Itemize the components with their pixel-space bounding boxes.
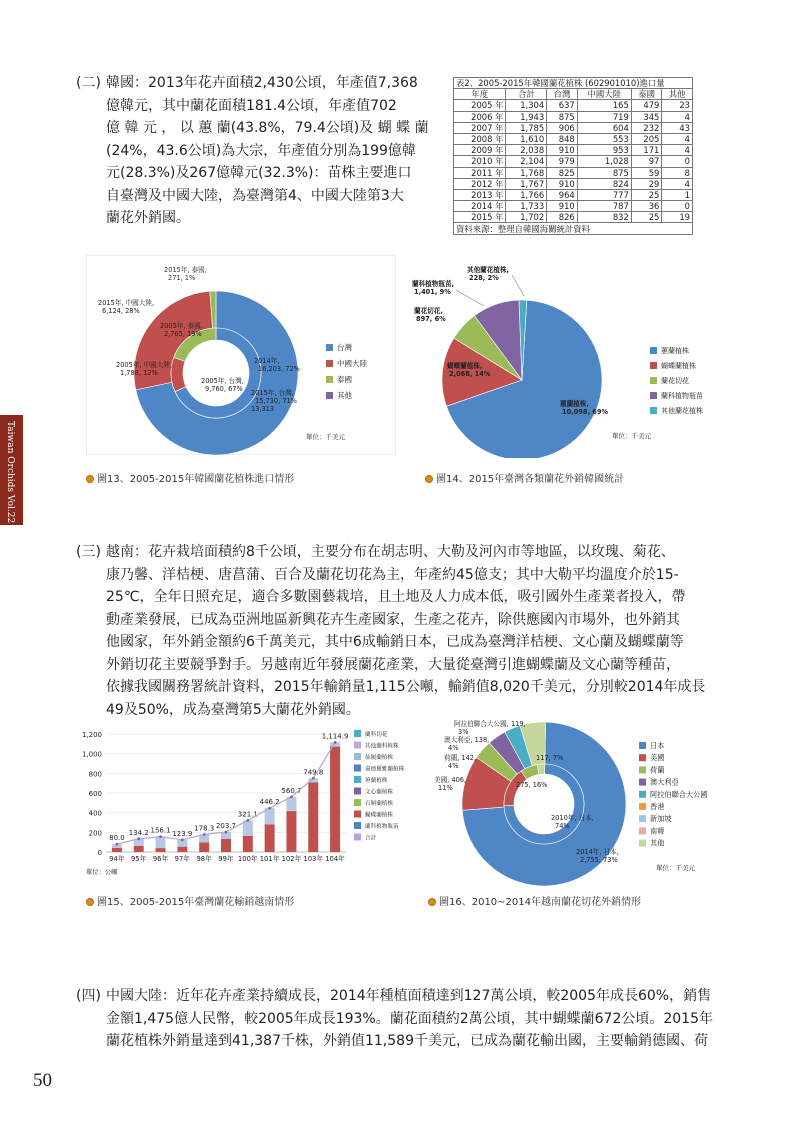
- legend-swatch: [639, 754, 646, 761]
- fig16-legend-label: 其他: [650, 838, 665, 848]
- fig14-chart: [412, 258, 712, 462]
- fig16-legend-label: 阿拉伯聯合大公國: [650, 789, 708, 799]
- paragraph-line: 元(28.3%)及267億韓元(32.3%)：苗株主要進口: [106, 165, 412, 181]
- fig15-bar-other: [156, 837, 166, 848]
- section-vietnam-body: [106, 541, 726, 721]
- fig13-data-label: 6,124, 28%: [102, 307, 140, 315]
- fig13-data-label: 2005年, 中國大陸,: [116, 361, 173, 369]
- caption-text: 圖15、2005-2015年臺灣蘭花輸銷越南情形: [97, 897, 295, 908]
- table-cell: 2014 年: [454, 201, 506, 212]
- fig13-data-label: 2,765, 19%: [164, 330, 202, 338]
- fig15-total-label: 80.0: [109, 834, 125, 843]
- table-cell: 1,943: [506, 111, 547, 122]
- fig15-total-point: [159, 835, 162, 838]
- legend-swatch: [639, 815, 646, 822]
- fig15-bar-phal: [156, 848, 166, 852]
- fig15-total-label: 203.7: [215, 821, 237, 830]
- table-cell: 875: [547, 111, 578, 122]
- fig15-ytick-label: 0: [97, 849, 102, 857]
- table-cell: 637: [547, 100, 578, 111]
- fig13-legend-label: 中國大陸: [337, 359, 367, 368]
- table-cell: 8: [662, 167, 693, 178]
- legend-swatch: [354, 776, 361, 783]
- legend-swatch: [326, 392, 333, 399]
- paragraph-line: 金額1,475億人民幣，較2005年成長193%。蘭花面積約2萬公頃，其中蝴蝶蘭672公頃。2015年: [106, 1010, 713, 1027]
- fig15-xtick-label: 104年: [325, 855, 345, 863]
- paragraph-line: (24%，43.6公頃)為大宗，年產值分別為199億韓: [106, 142, 416, 159]
- legend-swatch: [326, 344, 333, 351]
- fig14-data-label: 蝴蝶蘭植株,: [447, 362, 483, 370]
- table-cell: 25: [631, 212, 662, 223]
- fig15-xtick-label: 95年: [131, 855, 147, 863]
- fig15-svg: [66, 724, 406, 884]
- fig15-total-label: 156.1: [150, 826, 171, 835]
- table-row: [454, 156, 693, 167]
- table-cell: 777: [577, 189, 631, 200]
- table-cell: 205: [631, 133, 662, 144]
- legend-swatch: [639, 791, 646, 798]
- fig15-legend-label: 蘭科切花: [365, 732, 388, 738]
- fig16-chart: [426, 712, 716, 891]
- fig16-data-label: 4%: [448, 744, 459, 752]
- section-marker: (三): [76, 544, 101, 560]
- table-cell: 0: [662, 201, 693, 212]
- fig13-data-label: 2005年, 泰國,: [160, 322, 203, 330]
- fig16-data-label: 2014年, 日本,: [576, 848, 619, 856]
- table-cell: 979: [547, 156, 578, 167]
- paragraph-line: 依據我國關務署統計資料，2015年輸銷量1,115公噸，輸銷值8,020千美元，分別較2014年成長: [106, 679, 706, 695]
- fig14-svg: [412, 258, 712, 458]
- table-row: [454, 122, 693, 133]
- table-row: [454, 167, 693, 178]
- table-cell: 1,768: [506, 167, 547, 178]
- fig13-data-label: 15,730, 71%: [255, 397, 297, 405]
- table-cell: 2007 年: [454, 122, 506, 133]
- table-cell: 1,028: [577, 156, 631, 167]
- fig13-data-label: 2015年, 泰國,: [164, 266, 207, 274]
- legend-swatch: [354, 834, 361, 841]
- fig15-caption: [86, 893, 294, 908]
- fig13-caption: [86, 470, 294, 485]
- fig15-total-point: [225, 831, 228, 834]
- fig15-xtick-label: 102年: [281, 855, 302, 863]
- fig13-data-label: 2015年, 中國大陸,: [98, 299, 155, 307]
- legend-swatch: [650, 362, 657, 369]
- table-cell: 2010 年: [454, 156, 506, 167]
- legend-swatch: [354, 811, 361, 818]
- legend-swatch: [326, 360, 333, 367]
- fig15-xtick-label: 103年: [303, 855, 324, 863]
- fig13-data-label: 2014年,: [254, 357, 280, 365]
- table-cell: 2012 年: [454, 178, 506, 189]
- fig14-legend-label: 其他蘭花植株: [661, 407, 703, 415]
- section-marker: (四): [76, 988, 101, 1004]
- legend-swatch: [639, 827, 646, 834]
- table-header-cell: 年度: [454, 89, 506, 100]
- fig15-legend-label: 蕙蘭植株: [365, 778, 388, 784]
- table-cell: 165: [577, 100, 631, 111]
- legend-swatch: [639, 779, 646, 786]
- fig15-bar-phal: [286, 811, 296, 852]
- fig15-xtick-label: 97年: [174, 855, 191, 863]
- fig15-legend-label: 嘉德麗雅蘭植株: [365, 766, 405, 773]
- fig14-data-label: 蘭科植物瓶苗,: [412, 280, 455, 288]
- table-row: [454, 111, 693, 122]
- fig16-data-label: 117, 7%: [536, 754, 564, 762]
- fig14-legend-label: 蘭花切花: [661, 377, 689, 385]
- paragraph-line: 25℃，全年日照充足，適合多數園藝栽培，且土地及人力成本低，吸引國外生產業者投入，帶: [106, 589, 686, 605]
- fig14-caption: [425, 470, 624, 485]
- fig16-data-label: 阿拉伯聯合大公國, 119,: [454, 720, 526, 728]
- table-cell: 59: [631, 167, 662, 178]
- page-number: 50: [33, 1070, 52, 1091]
- table-body: [454, 100, 693, 223]
- paragraph-line: 中國大陸：近年花卉產業持續成長，2014年種植面積達到127萬公頃，較2005年成長60%，銷售: [106, 988, 712, 1004]
- legend-swatch: [354, 742, 361, 749]
- legend-swatch: [650, 407, 657, 414]
- legend-swatch: [639, 803, 646, 810]
- fig15-xtick-label: 98年: [196, 855, 212, 863]
- table-cell: 2009 年: [454, 145, 506, 156]
- fig16-unit: 單位：千美元: [656, 864, 695, 872]
- fig15-total-label: 749.8: [303, 768, 324, 777]
- paragraph-line: 億 韓 元 ， 以 蕙 蘭(43.8%，79.4公頃)及 蝴 蝶 蘭: [106, 120, 429, 136]
- caption-text: 圖13、2005-2015年韓國蘭花植株進口情形: [97, 474, 295, 485]
- fig15-total-point: [116, 843, 119, 846]
- legend-swatch: [354, 753, 361, 760]
- table-cell: 825: [547, 167, 578, 178]
- table-cell: 719: [577, 111, 631, 122]
- fig16-legend-label: 荷蘭: [650, 765, 665, 775]
- fig16-data-label: 3%: [458, 728, 469, 736]
- fig15-xtick-label: 96年: [152, 855, 169, 863]
- section-korea-body: [106, 72, 436, 230]
- fig15-legend-label: 文心蘭植株: [365, 789, 393, 796]
- section-china: [76, 985, 726, 1053]
- paragraph-line: 韓國：2013年花卉面積2,430公頃，年產值7,368: [106, 75, 418, 91]
- fig15-total-point: [290, 795, 293, 798]
- caption-text: 圖14、2015年臺灣各類蘭花外銷韓國統計: [436, 474, 625, 485]
- section-vietnam: [76, 541, 726, 721]
- fig16-data-label: 2010年, 日本,: [551, 814, 594, 822]
- fig13-data-label: 271, 1%: [168, 274, 196, 282]
- fig14-leader: [512, 275, 524, 296]
- table-cell: 2011 年: [454, 167, 506, 178]
- fig16-legend-label: 南韓: [650, 826, 665, 836]
- fig15-total-point: [268, 807, 271, 810]
- paragraph-line: 康乃馨、洋桔梗、唐菖蒲、百合及蘭花切花為主，年產約45億支；其中大勒平均溫度介於15-: [106, 566, 679, 583]
- fig15-bar-phal: [308, 782, 318, 852]
- fig15-ytick-label: 200: [88, 829, 102, 838]
- fig15-bar-phal: [265, 824, 275, 852]
- fig15-total-label: 1,114.9: [321, 732, 349, 741]
- fig16-inner-slice: [537, 764, 545, 774]
- fig15-ytick-label: 800: [88, 770, 102, 779]
- paragraph-line: 自臺灣及中國大陸，為臺灣第4、中國大陸第3大: [106, 187, 404, 204]
- table-cell: 43: [662, 122, 693, 133]
- table-cell: 553: [577, 133, 631, 144]
- fig15-bar-phal: [177, 847, 187, 852]
- fig15-bar-phal: [243, 836, 253, 852]
- fig14-data-label: 228, 2%: [469, 274, 499, 282]
- fig15-total-label: 560.7: [281, 786, 302, 795]
- table-cell: 906: [547, 122, 578, 133]
- fig16-data-label: 荷蘭, 142,: [444, 754, 477, 762]
- legend-swatch: [354, 788, 361, 795]
- table-cell: 1,766: [506, 189, 547, 200]
- paragraph-line: 動產業發展，已成為亞洲地區新興花卉生產國家，生產之花卉，除供應國內市場外，也外銷其: [106, 611, 680, 628]
- table-header-cell: 其他: [662, 89, 693, 100]
- korea-import-table: [453, 77, 693, 235]
- caption-bullet-icon: [425, 475, 433, 483]
- fig13-data-label: 16,203, 72%: [258, 365, 300, 373]
- table-row: [454, 201, 693, 212]
- table-cell: 345: [631, 111, 662, 122]
- fig15-total-point: [334, 741, 337, 744]
- table-cell: 2008 年: [454, 133, 506, 144]
- table-cell: 4: [662, 133, 693, 144]
- table-cell: 824: [577, 178, 631, 189]
- legend-swatch: [650, 377, 657, 384]
- legend-swatch: [354, 730, 361, 737]
- fig14-data-label: 其他蘭花植株,: [467, 266, 510, 274]
- fig16-data-label: 74%: [555, 822, 570, 830]
- fig15-total-label: 123.9: [172, 829, 193, 838]
- table-header-cell: 台灣: [547, 89, 578, 100]
- fig15-ytick-label: 400: [88, 809, 102, 818]
- fig15-chart: [66, 724, 406, 888]
- section-marker: (二): [76, 75, 101, 91]
- legend-swatch: [650, 347, 657, 354]
- fig15-total-label: 321.1: [237, 810, 258, 819]
- fig14-data-label: 897, 6%: [416, 315, 446, 323]
- fig14-unit: 單位：千美元: [612, 432, 651, 440]
- table-row: [454, 100, 693, 111]
- fig16-legend-label: 澳大利亞: [650, 777, 679, 787]
- fig15-total-label: 134.2: [128, 828, 149, 837]
- section-china-body: [106, 985, 726, 1053]
- table-cell: 232: [631, 122, 662, 133]
- fig15-total-point: [312, 777, 315, 780]
- fig16-legend-label: 香港: [650, 802, 665, 811]
- legend-swatch: [639, 742, 646, 749]
- fig14-data-label: 10,098, 69%: [562, 408, 609, 416]
- fig15-legend-label: 蝴蝶蘭植株: [365, 812, 393, 819]
- fig13-unit: 單位：千美元: [306, 433, 345, 441]
- journal-name: Taiwan Orchids Vol.22: [5, 421, 15, 524]
- fig13-data-label: 13,313: [251, 405, 275, 413]
- table-cell: 826: [547, 212, 578, 223]
- fig16-legend-label: 日本: [650, 741, 665, 750]
- caption-text: 圖16、2010~2014年越南蘭花切花外銷情形: [439, 897, 642, 908]
- fig16-svg: [426, 712, 716, 887]
- table-cell: 1: [662, 189, 693, 200]
- table-cell: 4: [662, 111, 693, 122]
- table-cell: 29: [631, 178, 662, 189]
- fig15-bar-phal: [112, 848, 122, 852]
- fig16-data-label: 275, 16%: [516, 781, 548, 789]
- table-cell: 479: [631, 100, 662, 111]
- paragraph-line: 49及50%，成為臺灣第5大蘭花外銷國。: [106, 701, 360, 718]
- table-cell: 2,038: [506, 145, 547, 156]
- fig15-bar-phal: [134, 846, 144, 852]
- paragraph-line: 億韓元，其中蘭花面積181.4公頃，年產值702: [106, 97, 397, 114]
- paragraph-line: 越南：花卉栽培面積約8千公頃，主要分布在胡志明、大勒及河內市等地區，以玫瑰、菊花、: [106, 544, 675, 560]
- fig13-data-label: 2005年, 台灣,: [201, 377, 244, 385]
- table-cell: 604: [577, 122, 631, 133]
- table-row: [454, 178, 693, 189]
- fig13-data-label: 2015年, 台灣,: [251, 389, 294, 397]
- fig13-data-label: 9,760, 67%: [205, 385, 243, 393]
- fig16-caption: [428, 893, 641, 908]
- fig16-data-label: 11%: [438, 784, 453, 792]
- table-cell: 848: [547, 133, 578, 144]
- table-header-cell: 泰國: [631, 89, 662, 100]
- fig15-legend-label: 合計: [365, 835, 377, 842]
- table-row: [454, 133, 693, 144]
- fig15-legend-label: 其他蘭科植株: [365, 743, 399, 750]
- fig15-ytick-label: 600: [88, 790, 102, 798]
- fig15-xtick-label: 99年: [218, 855, 234, 863]
- fig13-chart: [86, 255, 396, 459]
- fig14-legend-label: 蝴蝶蘭植株: [661, 362, 696, 370]
- table-cell: 2,104: [506, 156, 547, 167]
- table-cell: 832: [577, 212, 631, 223]
- fig15-bar-phal: [199, 842, 209, 852]
- fig16-data-label: 4%: [448, 762, 459, 770]
- table-cell: 1,702: [506, 212, 547, 223]
- table-cell: 2013 年: [454, 189, 506, 200]
- table-cell: 0: [662, 156, 693, 167]
- fig15-legend-label: 蘭科植物瓶苗: [365, 824, 399, 830]
- table-cell: 787: [577, 201, 631, 212]
- fig16-data-label: 澳大利亞, 138,: [444, 736, 490, 744]
- table-cell: 25: [631, 189, 662, 200]
- fig15-legend-label: 仙履蘭植株: [365, 755, 393, 761]
- fig14-data-label: 蕙蘭植株,: [560, 400, 589, 408]
- table-cell: 1,785: [506, 122, 547, 133]
- fig14-data-label: 1,401, 9%: [414, 288, 451, 296]
- fig14-legend-label: 蕙蘭植株: [661, 347, 689, 355]
- table-header-cell: 中國大陸: [577, 89, 631, 100]
- table-cell: 910: [547, 178, 578, 189]
- caption-bullet-icon: [86, 475, 94, 483]
- table-cell: 1,733: [506, 201, 547, 212]
- legend-swatch: [354, 799, 361, 806]
- legend-swatch: [639, 840, 646, 847]
- table-cell: 953: [577, 145, 631, 156]
- legend-swatch: [354, 822, 361, 829]
- fig16-legend-label: 新加坡: [650, 814, 672, 824]
- caption-bullet-icon: [86, 898, 94, 906]
- table-header-row: [454, 89, 693, 100]
- caption-bullet-icon: [428, 898, 436, 906]
- table-cell: 4: [662, 178, 693, 189]
- fig14-leader: [456, 290, 484, 306]
- fig15-xtick-label: 101年: [259, 855, 280, 863]
- table-cell: 1,767: [506, 178, 547, 189]
- legend-swatch: [639, 766, 646, 773]
- fig13-legend-label: 泰國: [337, 375, 352, 384]
- table-cell: 910: [547, 145, 578, 156]
- table-cell: 4: [662, 145, 693, 156]
- fig15-total-label: 178.3: [194, 824, 215, 833]
- journal-sidebar-tab: [0, 415, 23, 525]
- table-cell: 2006 年: [454, 111, 506, 122]
- fig14-data-label: 蘭花切花,: [414, 307, 443, 315]
- fig13-svg: [86, 255, 396, 455]
- fig13-center-hole: [183, 340, 249, 406]
- fig15-bar-phal: [330, 747, 340, 852]
- paragraph-line: 蘭花外銷國。: [106, 210, 190, 226]
- fig13-data-label: 1,788, 12%: [120, 369, 158, 377]
- fig13-legend-label: 台灣: [337, 343, 352, 352]
- fig15-xtick-label: 94年: [109, 855, 125, 863]
- fig15-total-label: 446.2: [259, 798, 280, 807]
- table-row: [454, 189, 693, 200]
- fig15-ytick-label: 1,200: [81, 731, 102, 739]
- fig15-total-point: [137, 837, 140, 840]
- table-cell: 171: [631, 145, 662, 156]
- fig14-data-label: 2,068, 14%: [449, 370, 491, 378]
- fig14-legend-label: 蘭科植物瓶苗: [661, 392, 703, 400]
- fig15-bar-phal: [221, 839, 231, 852]
- fig15-total-point: [203, 833, 206, 836]
- table-cell: 2005 年: [454, 100, 506, 111]
- table-title: 表2、2005-2015年韓國蘭花植株 (602901010)進口量: [454, 78, 693, 89]
- table-cell: 23: [662, 100, 693, 111]
- fig15-legend-label: 石斛蘭植株: [365, 801, 393, 807]
- fig16-legend-label: 美國: [650, 753, 665, 763]
- fig16-data-label: 美國, 406,: [434, 776, 467, 784]
- fig15-total-point: [246, 819, 249, 822]
- section-korea: [76, 72, 436, 230]
- table-source: 資料來源：整理自韓國海關統計資料: [454, 223, 693, 234]
- fig15-unit: 單位：公噸: [86, 869, 118, 876]
- fig15-ytick-label: 1,000: [81, 750, 102, 759]
- paragraph-line: 外銷切花主要競爭對手。另越南近年發展蘭花產業，大量從臺灣引進蝴蝶蘭及文心蘭等種苗，: [106, 656, 680, 673]
- table-cell: 97: [631, 156, 662, 167]
- fig16-data-label: 2,755, 73%: [580, 856, 618, 864]
- table-cell: 964: [547, 189, 578, 200]
- fig13-legend-label: 其他: [337, 391, 352, 400]
- table-cell: 875: [577, 167, 631, 178]
- table-cell: 1,304: [506, 100, 547, 111]
- table-row: [454, 145, 693, 156]
- legend-swatch: [650, 392, 657, 399]
- table-cell: 910: [547, 201, 578, 212]
- legend-swatch: [326, 376, 333, 383]
- table-cell: 2015 年: [454, 212, 506, 223]
- paragraph-line: 他國家，年外銷金額約6千萬美元，其中6成輸銷日本，已成為臺灣洋桔梗、文心蘭及蝴蝶蘭等: [106, 634, 684, 650]
- table-cell: 19: [662, 212, 693, 223]
- paragraph-line: 蘭花植株外銷量達到41,387千株，外銷值11,589千美元，已成為蘭花輸出國，主要輸銷德國、荷: [106, 1033, 708, 1049]
- table-cell: 1,610: [506, 133, 547, 144]
- table-header-cell: 合計: [506, 89, 547, 100]
- legend-swatch: [354, 765, 361, 772]
- fig15-xtick-label: 100年: [237, 855, 258, 863]
- table-cell: 36: [631, 201, 662, 212]
- table-row: [454, 212, 693, 223]
- fig15-total-point: [181, 838, 184, 841]
